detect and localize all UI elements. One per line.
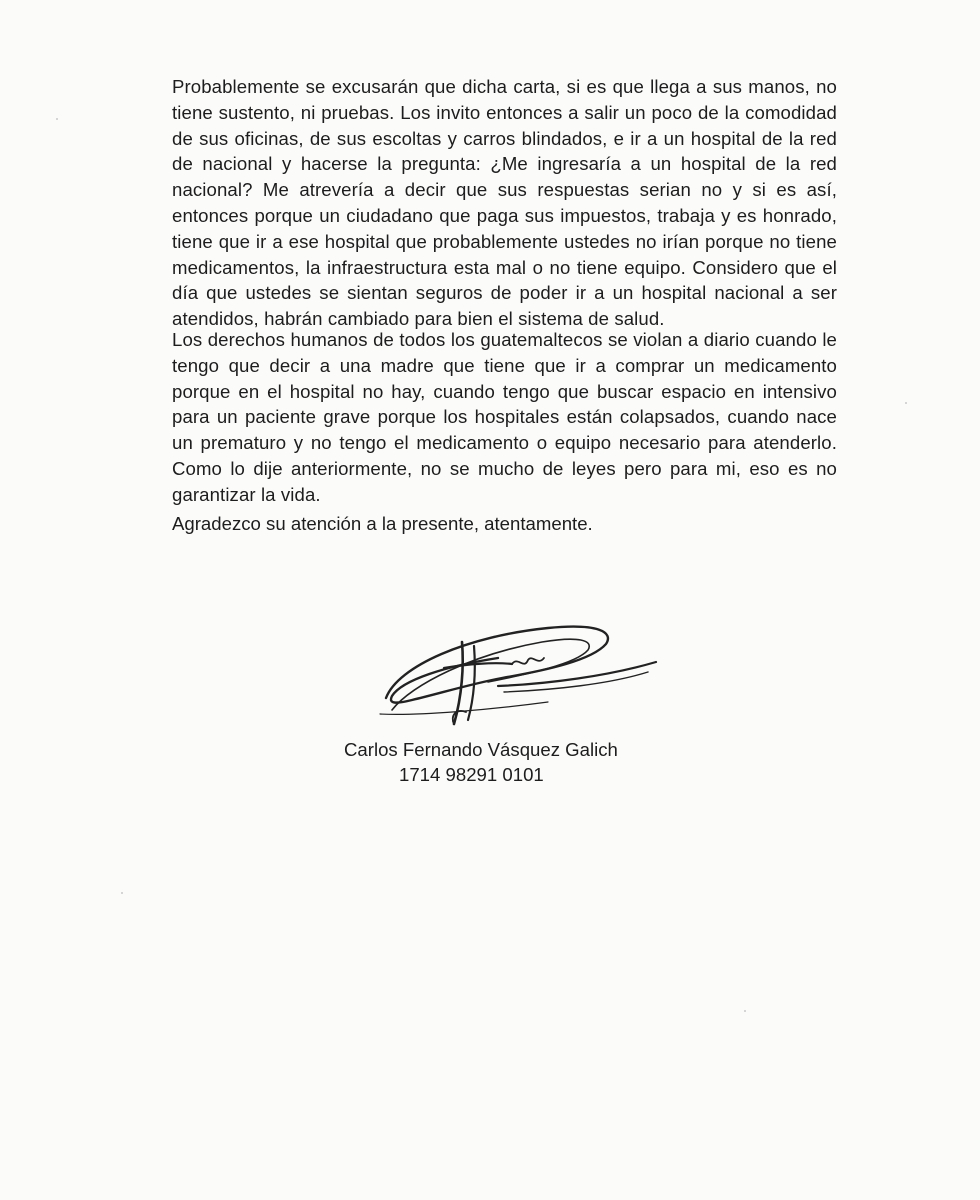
letter-closing: Agradezco su atención a la presente, atentamente. [172,513,593,534]
scan-speck [905,402,907,404]
scan-speck [56,118,58,120]
handwritten-signature-icon [378,612,668,732]
letter-paragraph-2: Los derechos humanos de todos los guatemaltecos se violan a diario cuando le tengo que decir a una madre que tiene que ir a comprar un medicamento porque en el hospital no hay, cuando tengo que buscar espacio en intensivo para un paciente grave porque los hospitales están colapsados, cuando nace un prematuro y no tengo el medicamento o equipo necesario para atenderlo. Como lo dije anteriormente, no se mucho de leyes pero para mi, eso es no garantizar la vida. [172,329,837,505]
scan-speck [121,892,123,894]
signer-name: Carlos Fernando Vásquez Galich [344,739,618,760]
letter-paragraph-1: Probablemente se excusarán que dicha carta, si es que llega a sus manos, no tiene sustento, ni pruebas. Los invito entonces a salir un poco de la comodidad de sus oficinas, de sus escoltas y carros blindados, e ir a un hospital de la red de nacional y hacerse la pregunta: ¿Me ingresaría a un hospital de la red nacional? Me atrevería a decir que sus respuestas serian no y si es así, entonces porque un ciudadano que paga sus impuestos, trabaja y es honrado, tiene que ir a ese hospital que probablemente ustedes no irían porque no tiene medicamentos, la infraestructura esta mal o no tiene equipo. Considero que el día que ustedes se sientan seguros de poder ir a un hospital nacional a ser atendidos, habrán cambiado para bien el sistema de salud. [172,76,837,330]
scan-speck [744,1010,746,1012]
signer-id-number: 1714 98291 0101 [399,764,544,785]
